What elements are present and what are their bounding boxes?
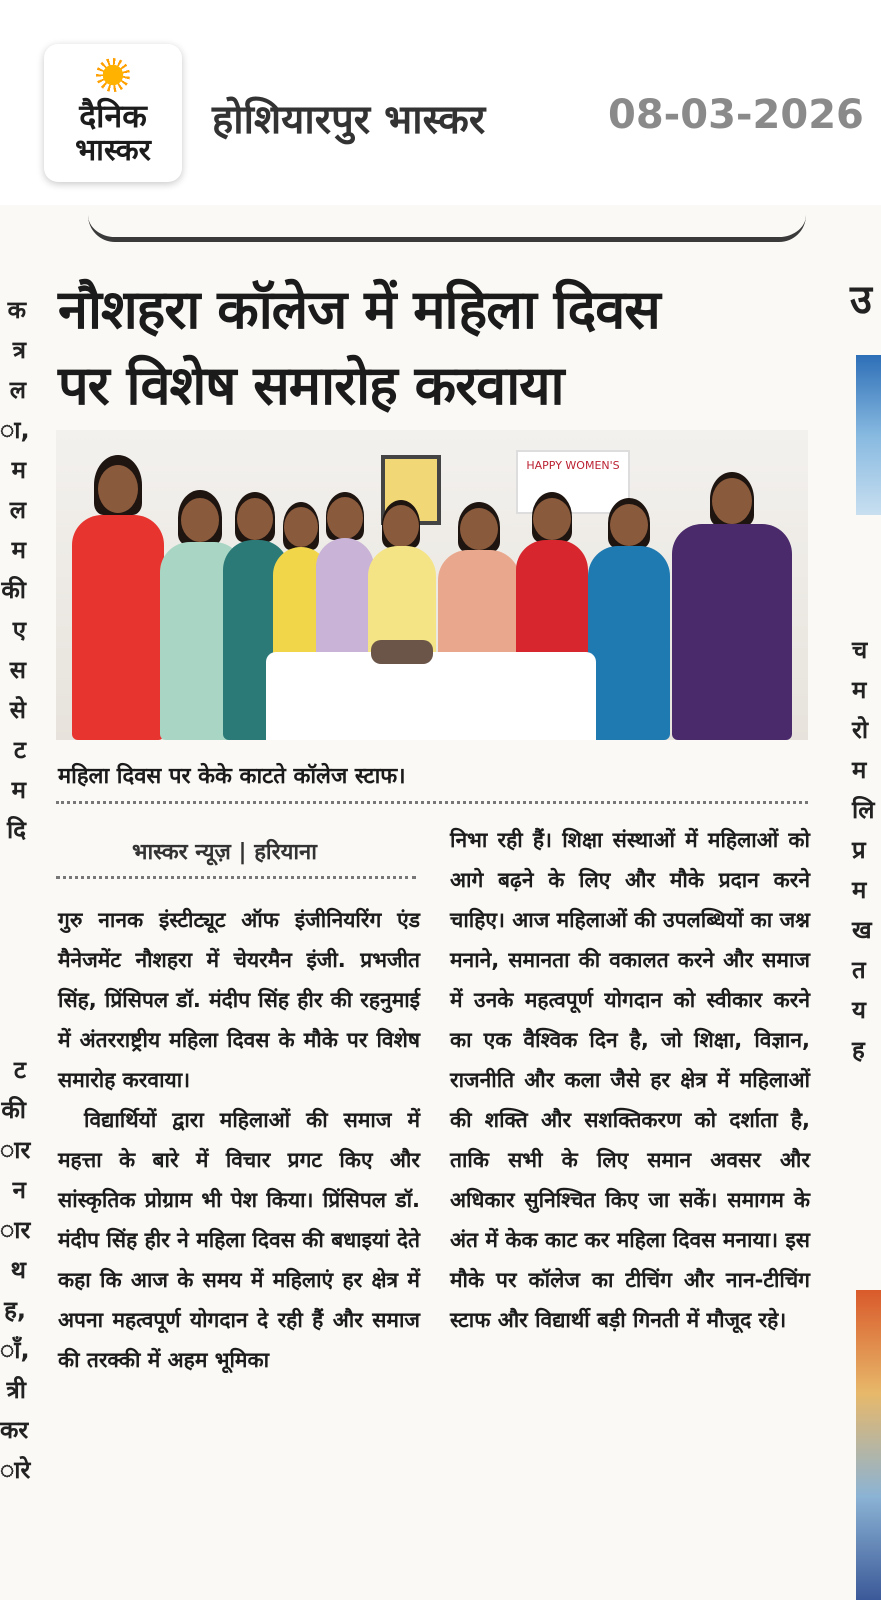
sun-icon — [96, 58, 130, 92]
edge-glyph: से — [9, 696, 26, 724]
edge-glyph: स — [9, 656, 26, 684]
decorative-arc — [88, 215, 806, 242]
paragraph: गुरु नानक इंस्टीट्यूट ऑफ इंजीनियरिंग एंड मैनेजमेंट नौशहरा में चेयरमैन इंजी. प्रभजीत सिंह, प्रिंसिपल डॉ. मंदीप सिंह हीर की रहनुमाई में अंतरराष्ट्रीय महिला दिवस के मौके पर विशेष समारोह करवाया। — [58, 908, 420, 1092]
right-neighbor-column — [852, 630, 881, 1070]
edge-glyph: त्र — [12, 336, 26, 364]
edge-glyph: च — [852, 636, 868, 664]
edge-glyph: कर — [0, 1416, 29, 1444]
cake — [371, 640, 433, 664]
edge-glyph: ह — [852, 1036, 865, 1064]
edge-glyph: ट — [13, 736, 26, 764]
edge-glyph: ल — [9, 376, 26, 404]
edition-title: होशियारपुर भास्कर — [212, 97, 486, 143]
edge-glyph: ारे — [0, 1456, 31, 1484]
left-neighbor-column — [0, 290, 31, 1490]
person — [66, 455, 166, 740]
edge-glyph: न — [12, 1176, 26, 1204]
edge-glyph: ट — [13, 1056, 26, 1084]
edge-glyph: म — [852, 876, 867, 904]
edge-glyph: ख — [852, 916, 872, 944]
byline: भास्कर न्यूज़ | हरियाना — [132, 840, 317, 865]
edge-glyph: की — [1, 576, 26, 604]
edge-glyph: क — [7, 296, 26, 324]
byline-divider — [56, 876, 416, 879]
logo-line2: भास्कर — [75, 133, 151, 168]
cake-table — [266, 652, 596, 740]
article-column-left — [58, 900, 420, 1380]
photo-caption: महिला दिवस पर केके काटते कॉलेज स्टाफ। — [58, 764, 406, 789]
edge-glyph: म — [11, 776, 26, 804]
edge-glyph: लि — [852, 796, 875, 824]
edge-glyph: ाँ, — [0, 1336, 30, 1364]
person — [666, 472, 796, 740]
edge-glyph: प्र — [852, 836, 866, 864]
right-edge-heading-glyph: उ — [850, 277, 872, 323]
dainik-bhaskar-logo[interactable] — [44, 44, 182, 182]
headline-line2: पर विशेष समारोह करवाया — [58, 354, 564, 417]
edge-glyph: ल — [9, 496, 26, 524]
edge-glyph: त — [852, 956, 866, 984]
edge-glyph: य — [852, 996, 866, 1024]
edge-glyph: म — [852, 756, 867, 784]
edge-glyph: ार — [0, 1216, 31, 1244]
article-photo — [56, 430, 808, 740]
edge-glyph: ए — [12, 616, 26, 644]
edge-glyph: रो — [852, 716, 869, 744]
headline-line1: नौशहरा कॉलेज में महिला दिवस — [58, 278, 660, 341]
edge-glyph: ार — [0, 1136, 31, 1164]
caption-divider — [56, 801, 808, 804]
paragraph: निभा रही हैं। शिक्षा संस्थाओं में महिलाओं को आगे बढ़ने के लिए और मौके प्रदान करने चाहिए। आज महिलाओं की उपलब्धियों का जश्न मनाने, समानता की वकालत करने और समाज में उनके महत्वपूर्ण योगदान को स्वीकार करने का एक वैश्विक दिन है, जो शिक्षा, विज्ञान, राजनीति और कला जैसे हर क्षेत्र में महिलाओं की शक्ति और सशक्तिकरण को दर्शाता है, ताकि सभी के लिए समान अवसर और अधिकार सुनिश्चित किए जा सकें। समागम के अंत में केक काट कर महिला दिवस मनाया। इस मौके पर कॉलेज का टीचिंग और नान-टीचिंग स्टाफ और विद्यार्थी बड़ी गिनती में मौजूद रहे। — [450, 828, 810, 1332]
edge-glyph: की — [1, 1096, 26, 1124]
edge-glyph: म — [852, 676, 867, 704]
article-headline — [58, 272, 818, 424]
app-header — [0, 0, 881, 205]
edge-glyph: ा, — [0, 416, 30, 444]
right-neighbor-photo-2 — [856, 1290, 881, 1600]
edge-glyph: दि — [7, 816, 26, 844]
edge-glyph: त्री — [6, 1376, 26, 1404]
paragraph: विद्यार्थियों द्वारा महिलाओं की समाज में महत्ता के बारे में विचार प्रगट किए और सांस्कृतिक प्रोग्राम भी पेश किया। प्रिंसिपल डॉ. मंदीप सिंह हीर ने महिला दिवस की बधाइयां देते कहा कि आज के समय में महिलाएं हर क्षेत्र में अपना महत्वपूर्ण योगदान दे रही हैं और समाज की तरक्की में अहम भूमिका — [58, 1108, 420, 1372]
edge-glyph: ह, — [4, 1296, 26, 1324]
person — [584, 498, 674, 740]
edge-glyph: म — [11, 456, 26, 484]
edition-date: 08-03-2026 — [608, 92, 864, 138]
article-column-right — [450, 820, 810, 1340]
edge-glyph: म — [11, 536, 26, 564]
edge-glyph: थ — [10, 1256, 26, 1284]
right-neighbor-photo — [856, 355, 881, 515]
womens-day-banner: HAPPY WOMEN'S — [516, 450, 630, 514]
logo-line1: दैनिक — [79, 97, 147, 135]
